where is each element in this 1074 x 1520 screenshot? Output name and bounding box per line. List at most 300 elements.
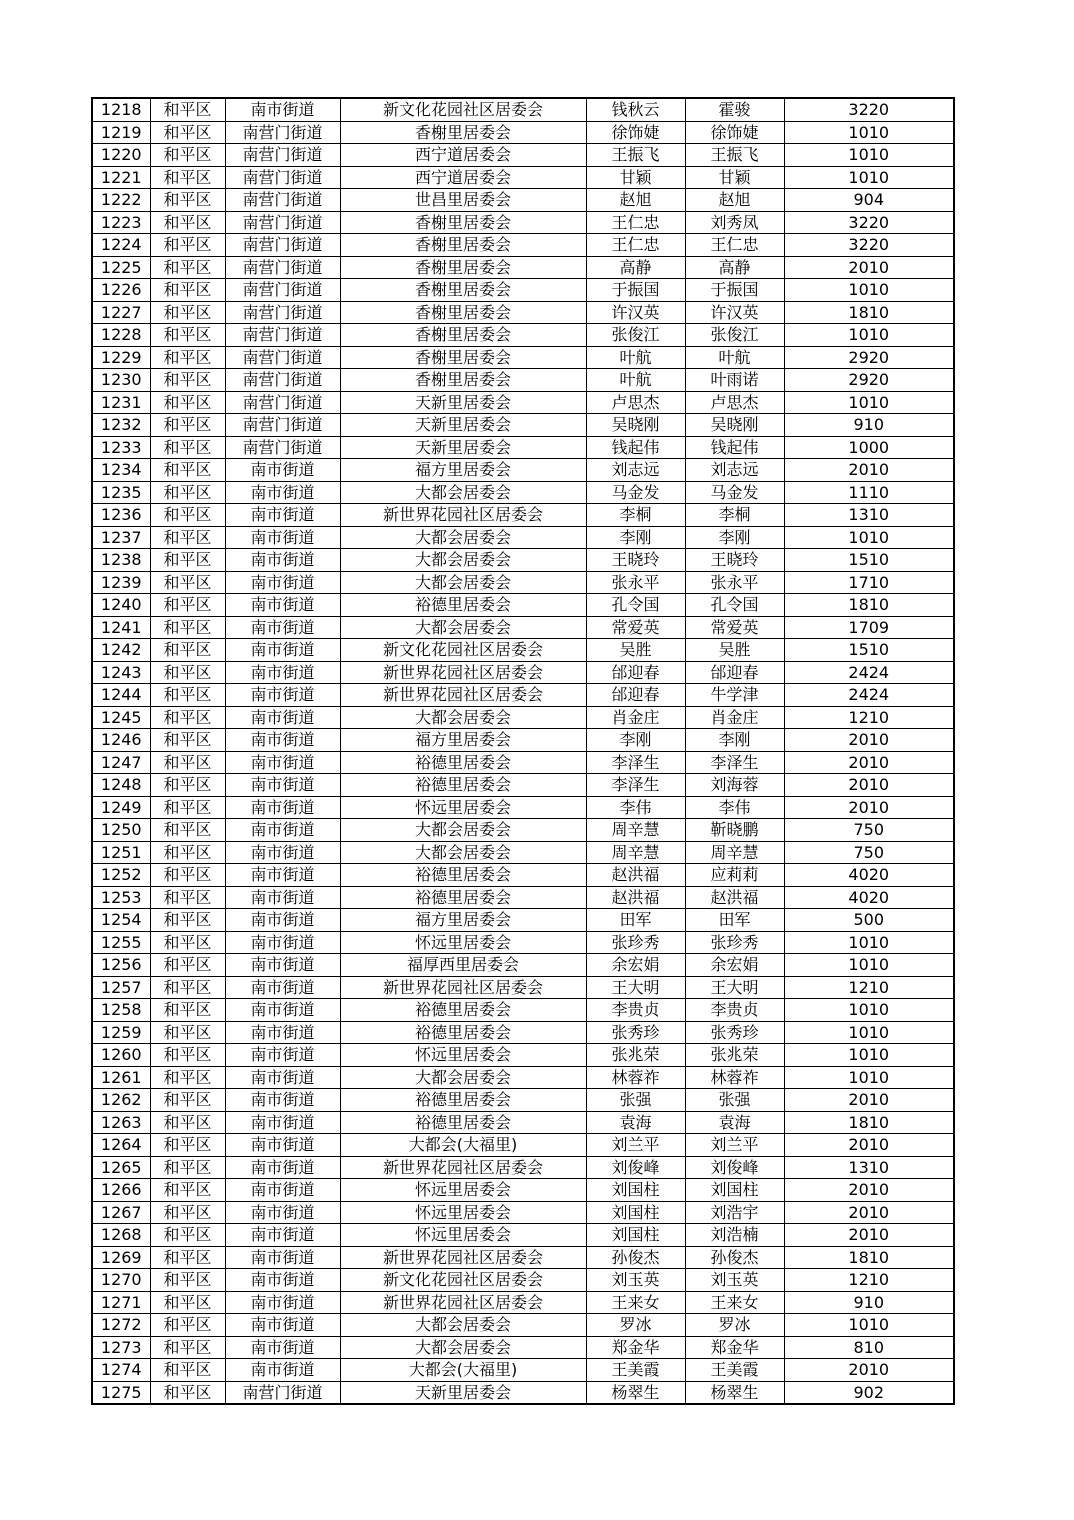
cell-street: 南营门街道	[225, 234, 340, 257]
cell-committee: 大都会居委会	[340, 616, 586, 639]
cell-amount: 1810	[784, 594, 954, 617]
cell-no: 1242	[92, 639, 150, 662]
table-row	[92, 594, 954, 617]
cell-member: 张俊江	[685, 324, 784, 347]
cell-amount: 2010	[784, 774, 954, 797]
table-row	[92, 1156, 954, 1179]
cell-street: 南市街道	[225, 1044, 340, 1067]
cell-district: 和平区	[150, 324, 225, 347]
cell-street: 南市街道	[225, 706, 340, 729]
cell-amount: 2424	[784, 661, 954, 684]
cell-amount: 1010	[784, 391, 954, 414]
table-row	[92, 796, 954, 819]
cell-no: 1265	[92, 1156, 150, 1179]
cell-committee: 大都会居委会	[340, 1336, 586, 1359]
cell-street: 南市街道	[225, 1066, 340, 1089]
cell-member: 李刚	[685, 729, 784, 752]
cell-committee: 天新里居委会	[340, 1381, 586, 1404]
table-row	[92, 1314, 954, 1337]
cell-no: 1263	[92, 1111, 150, 1134]
cell-no: 1261	[92, 1066, 150, 1089]
cell-district: 和平区	[150, 819, 225, 842]
cell-street: 南市街道	[225, 796, 340, 819]
table-row	[92, 256, 954, 279]
cell-amount: 1010	[784, 1021, 954, 1044]
cell-district: 和平区	[150, 841, 225, 864]
cell-street: 南市街道	[225, 1179, 340, 1202]
cell-amount: 3220	[784, 234, 954, 257]
cell-committee: 香榭里居委会	[340, 279, 586, 302]
cell-applicant: 张珍秀	[586, 931, 685, 954]
cell-no: 1236	[92, 504, 150, 527]
cell-committee: 大都会居委会	[340, 1066, 586, 1089]
cell-member: 刘兰平	[685, 1134, 784, 1157]
cell-member: 林蓉祚	[685, 1066, 784, 1089]
cell-member: 张强	[685, 1089, 784, 1112]
cell-street: 南市街道	[225, 1156, 340, 1179]
cell-applicant: 刘玉英	[586, 1269, 685, 1292]
cell-amount: 1010	[784, 931, 954, 954]
cell-amount: 1010	[784, 954, 954, 977]
cell-committee: 香榭里居委会	[340, 301, 586, 324]
cell-committee: 福方里居委会	[340, 459, 586, 482]
cell-street: 南营门街道	[225, 369, 340, 392]
table-row	[92, 954, 954, 977]
cell-member: 肖金庄	[685, 706, 784, 729]
cell-district: 和平区	[150, 256, 225, 279]
cell-no: 1227	[92, 301, 150, 324]
cell-member: 李泽生	[685, 751, 784, 774]
table-row	[92, 301, 954, 324]
cell-amount: 2920	[784, 369, 954, 392]
table-row	[92, 1111, 954, 1134]
cell-district: 和平区	[150, 1269, 225, 1292]
table-row	[92, 751, 954, 774]
cell-applicant: 钱秋云	[586, 98, 685, 121]
cell-street: 南市街道	[225, 1359, 340, 1382]
cell-amount: 4020	[784, 886, 954, 909]
cell-applicant: 邰迎春	[586, 684, 685, 707]
cell-committee: 大都会居委会	[340, 526, 586, 549]
cell-amount: 3220	[784, 98, 954, 121]
cell-no: 1270	[92, 1269, 150, 1292]
table-row	[92, 1044, 954, 1067]
cell-member: 徐饰婕	[685, 121, 784, 144]
cell-member: 许汉英	[685, 301, 784, 324]
cell-no: 1234	[92, 459, 150, 482]
cell-committee: 大都会居委会	[340, 819, 586, 842]
cell-street: 南市街道	[225, 549, 340, 572]
cell-member: 邰迎春	[685, 661, 784, 684]
cell-committee: 大都会居委会	[340, 841, 586, 864]
cell-committee: 福方里居委会	[340, 909, 586, 932]
cell-amount: 2010	[784, 729, 954, 752]
cell-street: 南营门街道	[225, 279, 340, 302]
cell-member: 王仁忠	[685, 234, 784, 257]
cell-committee: 新文化花园社区居委会	[340, 1269, 586, 1292]
cell-no: 1232	[92, 414, 150, 437]
cell-amount: 2010	[784, 459, 954, 482]
cell-applicant: 叶航	[586, 369, 685, 392]
cell-no: 1252	[92, 864, 150, 887]
cell-district: 和平区	[150, 481, 225, 504]
cell-member: 周辛慧	[685, 841, 784, 864]
cell-amount: 910	[784, 1291, 954, 1314]
cell-no: 1250	[92, 819, 150, 842]
cell-district: 和平区	[150, 549, 225, 572]
cell-district: 和平区	[150, 594, 225, 617]
cell-district: 和平区	[150, 1066, 225, 1089]
table-row	[92, 684, 954, 707]
cell-amount: 1709	[784, 616, 954, 639]
table-row	[92, 1359, 954, 1382]
cell-amount: 2010	[784, 796, 954, 819]
cell-applicant: 吴晓刚	[586, 414, 685, 437]
cell-applicant: 李伟	[586, 796, 685, 819]
cell-committee: 西宁道居委会	[340, 166, 586, 189]
cell-member: 王美霞	[685, 1359, 784, 1382]
cell-district: 和平区	[150, 751, 225, 774]
cell-no: 1267	[92, 1201, 150, 1224]
cell-applicant: 王仁忠	[586, 234, 685, 257]
cell-no: 1219	[92, 121, 150, 144]
cell-no: 1256	[92, 954, 150, 977]
cell-amount: 2010	[784, 1224, 954, 1247]
cell-committee: 裕德里居委会	[340, 864, 586, 887]
table-row	[92, 1381, 954, 1404]
cell-amount: 1010	[784, 279, 954, 302]
table-row	[92, 436, 954, 459]
cell-member: 卢思杰	[685, 391, 784, 414]
cell-district: 和平区	[150, 166, 225, 189]
cell-district: 和平区	[150, 144, 225, 167]
table-row	[92, 1269, 954, 1292]
cell-amount: 1010	[784, 999, 954, 1022]
cell-no: 1224	[92, 234, 150, 257]
cell-committee: 香榭里居委会	[340, 121, 586, 144]
cell-street: 南市街道	[225, 751, 340, 774]
cell-applicant: 刘国柱	[586, 1179, 685, 1202]
cell-committee: 大都会(大福里)	[340, 1359, 586, 1382]
cell-applicant: 林蓉祚	[586, 1066, 685, 1089]
cell-district: 和平区	[150, 189, 225, 212]
cell-street: 南市街道	[225, 1134, 340, 1157]
cell-applicant: 王美霞	[586, 1359, 685, 1382]
cell-amount: 3220	[784, 211, 954, 234]
cell-amount: 1010	[784, 1066, 954, 1089]
cell-amount: 2010	[784, 1201, 954, 1224]
cell-member: 牛学津	[685, 684, 784, 707]
cell-committee: 新世界花园社区居委会	[340, 684, 586, 707]
cell-no: 1225	[92, 256, 150, 279]
cell-member: 孔令国	[685, 594, 784, 617]
cell-applicant: 刘国柱	[586, 1201, 685, 1224]
cell-committee: 天新里居委会	[340, 436, 586, 459]
cell-committee: 裕德里居委会	[340, 751, 586, 774]
cell-district: 和平区	[150, 999, 225, 1022]
cell-no: 1274	[92, 1359, 150, 1382]
cell-street: 南营门街道	[225, 121, 340, 144]
cell-street: 南市街道	[225, 1021, 340, 1044]
cell-amount: 2920	[784, 346, 954, 369]
cell-no: 1231	[92, 391, 150, 414]
cell-committee: 大都会居委会	[340, 481, 586, 504]
cell-street: 南市街道	[225, 1224, 340, 1247]
cell-street: 南市街道	[225, 1314, 340, 1337]
cell-applicant: 孔令国	[586, 594, 685, 617]
cell-amount: 2010	[784, 751, 954, 774]
table-row	[92, 1224, 954, 1247]
table-row	[92, 616, 954, 639]
cell-street: 南市街道	[225, 976, 340, 999]
table-row	[92, 819, 954, 842]
cell-no: 1235	[92, 481, 150, 504]
cell-district: 和平区	[150, 1314, 225, 1337]
cell-amount: 810	[784, 1336, 954, 1359]
table-row	[92, 909, 954, 932]
cell-street: 南营门街道	[225, 189, 340, 212]
cell-district: 和平区	[150, 976, 225, 999]
cell-no: 1218	[92, 98, 150, 121]
table-row	[92, 1179, 954, 1202]
table-row	[92, 999, 954, 1022]
cell-committee: 天新里居委会	[340, 391, 586, 414]
cell-committee: 怀远里居委会	[340, 796, 586, 819]
cell-district: 和平区	[150, 1021, 225, 1044]
cell-member: 郑金华	[685, 1336, 784, 1359]
cell-street: 南市街道	[225, 639, 340, 662]
table-row	[92, 1336, 954, 1359]
table-row	[92, 549, 954, 572]
cell-member: 李贵贞	[685, 999, 784, 1022]
table-row	[92, 526, 954, 549]
cell-district: 和平区	[150, 1381, 225, 1404]
cell-amount: 500	[784, 909, 954, 932]
cell-member: 罗冰	[685, 1314, 784, 1337]
cell-applicant: 王大明	[586, 976, 685, 999]
cell-applicant: 刘俊峰	[586, 1156, 685, 1179]
cell-no: 1244	[92, 684, 150, 707]
cell-committee: 香榭里居委会	[340, 211, 586, 234]
cell-amount: 750	[784, 841, 954, 864]
cell-applicant: 刘兰平	[586, 1134, 685, 1157]
cell-street: 南市街道	[225, 1246, 340, 1269]
cell-member: 刘国柱	[685, 1179, 784, 1202]
cell-committee: 大都会居委会	[340, 1314, 586, 1337]
cell-applicant: 张强	[586, 1089, 685, 1112]
cell-street: 南市街道	[225, 774, 340, 797]
cell-amount: 1210	[784, 1269, 954, 1292]
table-row	[92, 211, 954, 234]
table-row	[92, 1066, 954, 1089]
cell-applicant: 张兆荣	[586, 1044, 685, 1067]
cell-no: 1247	[92, 751, 150, 774]
cell-applicant: 张秀珍	[586, 1021, 685, 1044]
cell-district: 和平区	[150, 954, 225, 977]
cell-street: 南市街道	[225, 931, 340, 954]
cell-no: 1253	[92, 886, 150, 909]
cell-committee: 怀远里居委会	[340, 1201, 586, 1224]
table-row	[92, 1246, 954, 1269]
cell-member: 刘秀凤	[685, 211, 784, 234]
table-row	[92, 841, 954, 864]
cell-street: 南市街道	[225, 594, 340, 617]
cell-district: 和平区	[150, 346, 225, 369]
cell-no: 1264	[92, 1134, 150, 1157]
cell-amount: 2010	[784, 1179, 954, 1202]
table-row	[92, 1089, 954, 1112]
cell-member: 刘海蓉	[685, 774, 784, 797]
cell-street: 南市街道	[225, 571, 340, 594]
cell-district: 和平区	[150, 1134, 225, 1157]
cell-member: 高静	[685, 256, 784, 279]
cell-applicant: 钱起伟	[586, 436, 685, 459]
cell-no: 1271	[92, 1291, 150, 1314]
cell-applicant: 孙俊杰	[586, 1246, 685, 1269]
cell-member: 杨翠生	[685, 1381, 784, 1404]
cell-amount: 1010	[784, 1314, 954, 1337]
cell-amount: 1810	[784, 1111, 954, 1134]
cell-no: 1260	[92, 1044, 150, 1067]
table-row	[92, 324, 954, 347]
cell-amount: 1510	[784, 639, 954, 662]
table-row	[92, 1201, 954, 1224]
cell-district: 和平区	[150, 1359, 225, 1382]
cell-no: 1248	[92, 774, 150, 797]
cell-member: 王大明	[685, 976, 784, 999]
cell-applicant: 王来女	[586, 1291, 685, 1314]
cell-district: 和平区	[150, 504, 225, 527]
cell-member: 马金发	[685, 481, 784, 504]
cell-no: 1259	[92, 1021, 150, 1044]
cell-street: 南市街道	[225, 954, 340, 977]
cell-member: 张珍秀	[685, 931, 784, 954]
cell-member: 孙俊杰	[685, 1246, 784, 1269]
table-row	[92, 369, 954, 392]
cell-amount: 910	[784, 414, 954, 437]
cell-district: 和平区	[150, 1044, 225, 1067]
cell-district: 和平区	[150, 1111, 225, 1134]
cell-member: 张秀珍	[685, 1021, 784, 1044]
cell-member: 赵旭	[685, 189, 784, 212]
cell-district: 和平区	[150, 864, 225, 887]
cell-district: 和平区	[150, 98, 225, 121]
cell-street: 南营门街道	[225, 301, 340, 324]
cell-no: 1257	[92, 976, 150, 999]
cell-amount: 1810	[784, 1246, 954, 1269]
cell-no: 1226	[92, 279, 150, 302]
cell-applicant: 张永平	[586, 571, 685, 594]
cell-district: 和平区	[150, 391, 225, 414]
data-table	[91, 97, 955, 1405]
cell-amount: 1000	[784, 436, 954, 459]
cell-district: 和平区	[150, 1201, 225, 1224]
cell-applicant: 徐饰婕	[586, 121, 685, 144]
cell-applicant: 田军	[586, 909, 685, 932]
cell-member: 田军	[685, 909, 784, 932]
cell-committee: 裕德里居委会	[340, 1021, 586, 1044]
cell-amount: 750	[784, 819, 954, 842]
cell-committee: 新世界花园社区居委会	[340, 661, 586, 684]
cell-street: 南营门街道	[225, 211, 340, 234]
cell-district: 和平区	[150, 459, 225, 482]
cell-district: 和平区	[150, 639, 225, 662]
cell-street: 南市街道	[225, 999, 340, 1022]
table-row	[92, 774, 954, 797]
cell-committee: 香榭里居委会	[340, 256, 586, 279]
cell-member: 刘志远	[685, 459, 784, 482]
cell-street: 南市街道	[225, 841, 340, 864]
cell-applicant: 王振飞	[586, 144, 685, 167]
table-row	[92, 166, 954, 189]
cell-district: 和平区	[150, 211, 225, 234]
cell-member: 袁海	[685, 1111, 784, 1134]
cell-street: 南市街道	[225, 1291, 340, 1314]
cell-applicant: 叶航	[586, 346, 685, 369]
cell-member: 王振飞	[685, 144, 784, 167]
cell-member: 刘浩楠	[685, 1224, 784, 1247]
cell-district: 和平区	[150, 571, 225, 594]
cell-applicant: 吴胜	[586, 639, 685, 662]
table-row	[92, 121, 954, 144]
cell-street: 南营门街道	[225, 436, 340, 459]
table-row	[92, 1021, 954, 1044]
cell-committee: 裕德里居委会	[340, 1111, 586, 1134]
table-row	[92, 234, 954, 257]
cell-amount: 1010	[784, 324, 954, 347]
cell-committee: 新世界花园社区居委会	[340, 976, 586, 999]
cell-applicant: 常爱英	[586, 616, 685, 639]
table-row	[92, 864, 954, 887]
cell-no: 1255	[92, 931, 150, 954]
cell-member: 霍骏	[685, 98, 784, 121]
cell-committee: 裕德里居委会	[340, 594, 586, 617]
cell-applicant: 李贵贞	[586, 999, 685, 1022]
cell-amount: 1810	[784, 301, 954, 324]
cell-no: 1243	[92, 661, 150, 684]
cell-applicant: 李泽生	[586, 751, 685, 774]
cell-no: 1269	[92, 1246, 150, 1269]
cell-street: 南市街道	[225, 661, 340, 684]
cell-amount: 2010	[784, 1359, 954, 1382]
cell-committee: 怀远里居委会	[340, 931, 586, 954]
table-row	[92, 729, 954, 752]
cell-district: 和平区	[150, 526, 225, 549]
cell-amount: 1010	[784, 526, 954, 549]
cell-district: 和平区	[150, 1246, 225, 1269]
cell-no: 1246	[92, 729, 150, 752]
cell-member: 甘颖	[685, 166, 784, 189]
cell-applicant: 刘志远	[586, 459, 685, 482]
cell-applicant: 邰迎春	[586, 661, 685, 684]
cell-member: 王来女	[685, 1291, 784, 1314]
cell-amount: 2010	[784, 1134, 954, 1157]
cell-applicant: 于振国	[586, 279, 685, 302]
cell-applicant: 张俊江	[586, 324, 685, 347]
cell-applicant: 王仁忠	[586, 211, 685, 234]
cell-committee: 香榭里居委会	[340, 346, 586, 369]
cell-no: 1272	[92, 1314, 150, 1337]
cell-committee: 香榭里居委会	[340, 324, 586, 347]
table-row	[92, 98, 954, 121]
table-row	[92, 189, 954, 212]
cell-applicant: 周辛慧	[586, 841, 685, 864]
cell-member: 吴胜	[685, 639, 784, 662]
cell-committee: 怀远里居委会	[340, 1044, 586, 1067]
cell-member: 常爱英	[685, 616, 784, 639]
cell-district: 和平区	[150, 1291, 225, 1314]
cell-member: 吴晓刚	[685, 414, 784, 437]
